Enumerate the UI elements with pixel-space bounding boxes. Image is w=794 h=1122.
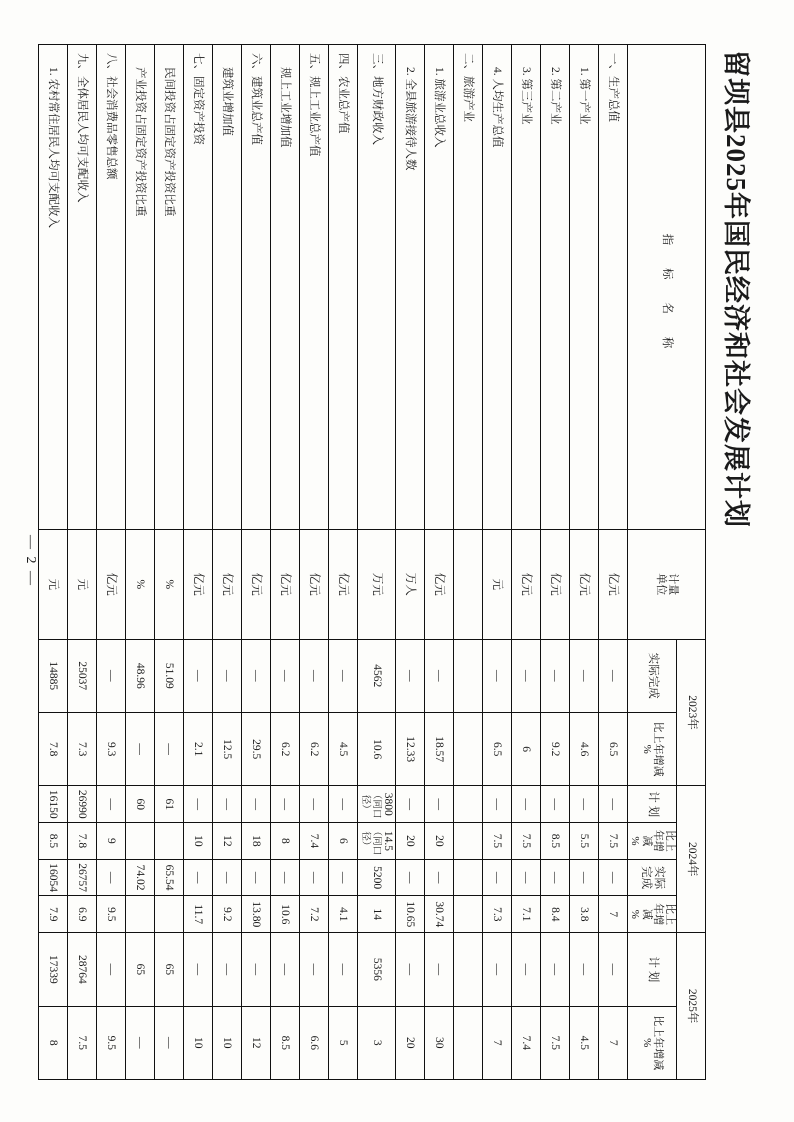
cell-2023-change: [453, 712, 482, 785]
cell-unit: 万元: [357, 529, 395, 639]
cell-indicator-name: 1. 第一产业: [569, 45, 598, 530]
cell-2024-actual: —: [511, 859, 540, 896]
cell-2023-change: 4.5: [328, 712, 357, 785]
cell-2024-change: 7.5: [598, 823, 627, 860]
cell-2023-change: 29.5: [241, 712, 270, 785]
cell-2024-plan: —: [511, 786, 540, 823]
cell-2024-actual-change: 8.4: [540, 896, 569, 933]
cell-unit: %: [154, 529, 183, 639]
cell-2024-plan: —: [569, 786, 598, 823]
table-row: [357, 45, 395, 1080]
cell-2024-plan: —: [598, 786, 627, 823]
table-row: [482, 45, 511, 1080]
cell-unit: 亿元: [511, 529, 540, 639]
cell-2024-plan: —: [96, 786, 125, 823]
cell-indicator-name: 3. 第三产业: [511, 45, 540, 530]
cell-2024-actual: 26757: [67, 859, 96, 896]
cell-unit: %: [125, 529, 154, 639]
cell-indicator-name: 4. 人均生产总值: [482, 45, 511, 530]
table-row: [67, 45, 96, 1080]
plan-table: [38, 44, 706, 1080]
cell-2024-change: 10: [183, 823, 212, 860]
cell-2025-change: 10: [212, 1006, 241, 1079]
cell-2023-actual: 25037: [67, 639, 96, 712]
cell-2024-plan: —: [424, 786, 453, 823]
header-2025-plan: 计 划: [627, 933, 676, 1006]
cell-indicator-name: 产业投资占固定资产投资比重: [125, 45, 154, 530]
table-row: [212, 45, 241, 1080]
cell-2023-change: 9.3: [96, 712, 125, 785]
header-2024-plan: 计 划: [627, 786, 676, 823]
cell-2024-change: [125, 823, 154, 860]
cell-2024-actual: 16054: [38, 859, 67, 896]
cell-2023-change: —: [154, 712, 183, 785]
cell-2025-change: 7: [482, 1006, 511, 1079]
cell-2025-change: 30: [424, 1006, 453, 1079]
cell-2025-plan: —: [395, 933, 424, 1006]
cell-2024-change: 6: [328, 823, 357, 860]
page-number: — 2 —: [23, 535, 38, 587]
header-2023-actual: 实际完成: [627, 639, 676, 712]
cell-indicator-name: 九、全体居民人均可支配收入: [67, 45, 96, 530]
cell-2023-change: 6.5: [482, 712, 511, 785]
cell-2023-change: 18.57: [424, 712, 453, 785]
cell-2024-actual-change: 7.3: [482, 896, 511, 933]
cell-2024-change: 8.5: [38, 823, 67, 860]
cell-2023-actual: —: [299, 639, 328, 712]
cell-2024-actual-change: 6.9: [67, 896, 96, 933]
cell-2025-plan: —: [540, 933, 569, 1006]
cell-2024-actual-change: [154, 896, 183, 933]
cell-2025-change: 5: [328, 1006, 357, 1079]
cell-2025-change: [453, 1006, 482, 1079]
cell-2024-plan: 60: [125, 786, 154, 823]
table-row: [241, 45, 270, 1080]
cell-unit: 亿元: [96, 529, 125, 639]
cell-2024-plan: —: [540, 786, 569, 823]
cell-2025-change: 7.5: [67, 1006, 96, 1079]
cell-2023-actual: —: [241, 639, 270, 712]
cell-2023-change: 6: [511, 712, 540, 785]
cell-2025-change: 20: [395, 1006, 424, 1079]
cell-2024-plan: —: [212, 786, 241, 823]
cell-2025-change: 12: [241, 1006, 270, 1079]
table-row: [569, 45, 598, 1080]
cell-indicator-name: 三、地方财政收入: [357, 45, 395, 530]
table-row: [270, 45, 299, 1080]
cell-indicator-name: 建筑业增加值: [212, 45, 241, 530]
cell-2025-plan: —: [511, 933, 540, 1006]
cell-2025-change: 3: [357, 1006, 395, 1079]
cell-2023-change: 2.1: [183, 712, 212, 785]
cell-2024-change: 14.5 （同口径）: [357, 823, 395, 860]
header-2025-change: 比上年增减 %: [627, 1006, 676, 1079]
cell-2024-actual: —: [569, 859, 598, 896]
cell-2024-actual: —: [482, 859, 511, 896]
cell-unit: 万人: [395, 529, 424, 639]
cell-2024-change: 5.5: [569, 823, 598, 860]
cell-2023-actual: —: [482, 639, 511, 712]
cell-2023-actual: 51.09: [154, 639, 183, 712]
cell-2024-actual: 5200: [357, 859, 395, 896]
table-row: [299, 45, 328, 1080]
cell-unit: 元: [38, 529, 67, 639]
cell-2025-plan: 65: [125, 933, 154, 1006]
cell-2025-change: 7.5: [540, 1006, 569, 1079]
cell-2025-change: 6.6: [299, 1006, 328, 1079]
cell-2024-actual-change: 7: [598, 896, 627, 933]
table-row: [395, 45, 424, 1080]
cell-2024-actual-change: 7.2: [299, 896, 328, 933]
cell-2023-actual: 14885: [38, 639, 67, 712]
header-group-2023: 2023年: [677, 639, 706, 786]
header-unit: 计量 单位: [627, 529, 705, 639]
cell-2024-actual: —: [598, 859, 627, 896]
cell-2024-plan: —: [270, 786, 299, 823]
cell-2023-actual: [453, 639, 482, 712]
table-row: [96, 45, 125, 1080]
cell-2024-actual-change: 30.74: [424, 896, 453, 933]
cell-indicator-name: 五、规上工业总产值: [299, 45, 328, 530]
cell-2023-actual: —: [328, 639, 357, 712]
plan-table-container: [38, 44, 706, 1080]
cell-2024-actual: —: [328, 859, 357, 896]
cell-2024-actual-change: 14: [357, 896, 395, 933]
table-head: [627, 45, 705, 1080]
cell-2025-plan: —: [424, 933, 453, 1006]
cell-2025-plan: 28764: [67, 933, 96, 1006]
cell-2025-change: 4.5: [569, 1006, 598, 1079]
cell-2024-actual-change: 11.7: [183, 896, 212, 933]
cell-indicator-name: 2. 第二产业: [540, 45, 569, 530]
cell-2024-change: 12: [212, 823, 241, 860]
cell-2025-change: —: [125, 1006, 154, 1079]
cell-2023-change: 12.33: [395, 712, 424, 785]
cell-2024-actual-change: [125, 896, 154, 933]
cell-unit: 亿元: [569, 529, 598, 639]
cell-unit: 亿元: [540, 529, 569, 639]
cell-2023-actual: —: [424, 639, 453, 712]
cell-unit: 亿元: [183, 529, 212, 639]
cell-indicator-name: 四、农业总产值: [328, 45, 357, 530]
cell-2023-actual: —: [511, 639, 540, 712]
cell-2023-actual: —: [540, 639, 569, 712]
cell-2024-change: 7.4: [299, 823, 328, 860]
table-row: [511, 45, 540, 1080]
cell-2025-plan: —: [212, 933, 241, 1006]
cell-2025-plan: —: [299, 933, 328, 1006]
cell-2023-actual: —: [598, 639, 627, 712]
cell-2024-change: 9: [96, 823, 125, 860]
cell-2025-plan: —: [270, 933, 299, 1006]
cell-2024-actual: —: [212, 859, 241, 896]
cell-unit: 亿元: [212, 529, 241, 639]
cell-2025-plan: —: [328, 933, 357, 1006]
cell-2023-change: 7.3: [67, 712, 96, 785]
cell-2025-change: 9.5: [96, 1006, 125, 1079]
table-header-row-1: [677, 45, 706, 1080]
header-2024-actual-change: 比上年增减 %: [627, 896, 676, 933]
cell-indicator-name: 八、社会消费品零售总额: [96, 45, 125, 530]
header-2024-actual: 实际完成: [627, 859, 676, 896]
cell-2024-plan: —: [183, 786, 212, 823]
cell-indicator-name: 七、固定资产投资: [183, 45, 212, 530]
cell-2025-change: 7.4: [511, 1006, 540, 1079]
cell-2024-change: 20: [424, 823, 453, 860]
cell-indicator-name: 六、建筑业总产值: [241, 45, 270, 530]
header-group-2024: 2024年: [677, 786, 706, 933]
cell-unit: 亿元: [328, 529, 357, 639]
cell-2024-change: 7.5: [511, 823, 540, 860]
cell-2024-actual: —: [540, 859, 569, 896]
cell-2025-plan: —: [482, 933, 511, 1006]
cell-2024-plan: 61: [154, 786, 183, 823]
cell-indicator-name: 1. 农村常住居民人均可支配收入: [38, 45, 67, 530]
page-title: 留坝县2025年国民经济和社会发展计划: [721, 50, 751, 528]
header-indicator-name: 指 标 名 称: [627, 45, 705, 530]
cell-2024-actual: [453, 859, 482, 896]
cell-unit: 亿元: [424, 529, 453, 639]
table-row: [540, 45, 569, 1080]
cell-unit: 亿元: [299, 529, 328, 639]
header-2024-change: 比上年增减 %: [627, 823, 676, 860]
cell-2025-change: 10: [183, 1006, 212, 1079]
cell-2023-change: 7.8: [38, 712, 67, 785]
cell-indicator-name: 民间投资占固定资产投资比重: [154, 45, 183, 530]
cell-2025-change: 7: [598, 1006, 627, 1079]
table-row: [38, 45, 67, 1080]
cell-2025-change: 8.5: [270, 1006, 299, 1079]
cell-2023-actual: —: [212, 639, 241, 712]
cell-2024-change: 8: [270, 823, 299, 860]
cell-2024-actual: —: [424, 859, 453, 896]
cell-2024-actual-change: 3.8: [569, 896, 598, 933]
cell-2023-change: 6.2: [270, 712, 299, 785]
cell-2023-change: 6.2: [299, 712, 328, 785]
cell-2024-actual: —: [395, 859, 424, 896]
cell-2024-change: 20: [395, 823, 424, 860]
cell-2024-change: 7.8: [67, 823, 96, 860]
header-2023-change: 比上年增减 %: [627, 712, 676, 785]
cell-indicator-name: 2. 全县旅游接待人数: [395, 45, 424, 530]
cell-indicator-name: 规上工业增加值: [270, 45, 299, 530]
cell-2025-plan: —: [598, 933, 627, 1006]
cell-unit: 元: [482, 529, 511, 639]
cell-2025-plan: [453, 933, 482, 1006]
cell-2023-change: 10.6: [357, 712, 395, 785]
table-row: [125, 45, 154, 1080]
cell-2024-actual-change: 13.80: [241, 896, 270, 933]
cell-2024-actual-change: [453, 896, 482, 933]
table-row: [598, 45, 627, 1080]
cell-2024-plan: 26990: [67, 786, 96, 823]
table-row: [453, 45, 482, 1080]
cell-2024-actual-change: 7.1: [511, 896, 540, 933]
cell-2024-change: [154, 823, 183, 860]
cell-2023-actual: —: [569, 639, 598, 712]
cell-2023-actual: —: [96, 639, 125, 712]
cell-2024-actual-change: 4.1: [328, 896, 357, 933]
cell-2024-plan: [453, 786, 482, 823]
cell-2023-change: —: [125, 712, 154, 785]
cell-2024-actual: —: [96, 859, 125, 896]
cell-2024-actual: —: [299, 859, 328, 896]
table-row: [328, 45, 357, 1080]
cell-2025-plan: —: [241, 933, 270, 1006]
cell-2023-change: 9.2: [540, 712, 569, 785]
cell-2024-actual: 65.54: [154, 859, 183, 896]
cell-2024-actual: —: [183, 859, 212, 896]
cell-2025-plan: —: [183, 933, 212, 1006]
cell-unit: 亿元: [241, 529, 270, 639]
cell-2024-actual-change: 9.2: [212, 896, 241, 933]
table-row: [183, 45, 212, 1080]
cell-unit: [453, 529, 482, 639]
cell-2024-change: 7.5: [482, 823, 511, 860]
table-row: [424, 45, 453, 1080]
cell-2024-change: [453, 823, 482, 860]
cell-2023-actual: —: [270, 639, 299, 712]
cell-2024-plan: 16150: [38, 786, 67, 823]
cell-2024-actual-change: 10.65: [395, 896, 424, 933]
cell-2023-change: 12.5: [212, 712, 241, 785]
cell-2025-change: —: [154, 1006, 183, 1079]
header-group-2025: 2025年: [677, 933, 706, 1080]
cell-2025-plan: 17339: [38, 933, 67, 1006]
cell-2025-plan: 5356: [357, 933, 395, 1006]
cell-2024-actual: —: [270, 859, 299, 896]
cell-unit: 亿元: [270, 529, 299, 639]
cell-2024-actual-change: 10.6: [270, 896, 299, 933]
cell-2025-change: 8: [38, 1006, 67, 1079]
cell-2023-actual: —: [183, 639, 212, 712]
cell-2024-plan: —: [299, 786, 328, 823]
cell-2024-change: 8.5: [540, 823, 569, 860]
cell-2024-change: 18: [241, 823, 270, 860]
cell-2024-plan: —: [395, 786, 424, 823]
cell-indicator-name: 二、旅游产业: [453, 45, 482, 530]
cell-2023-change: 4.6: [569, 712, 598, 785]
cell-2023-change: 6.5: [598, 712, 627, 785]
cell-indicator-name: 1. 旅游业总收入: [424, 45, 453, 530]
cell-unit: 亿元: [598, 529, 627, 639]
cell-2023-actual: —: [395, 639, 424, 712]
cell-indicator-name: 一、生产总值: [598, 45, 627, 530]
cell-2024-plan: 3800 （同口径）: [357, 786, 395, 823]
cell-2024-plan: —: [482, 786, 511, 823]
cell-2024-plan: —: [241, 786, 270, 823]
cell-unit: 元: [67, 529, 96, 639]
cell-2024-actual: 74.02: [125, 859, 154, 896]
cell-2025-plan: —: [569, 933, 598, 1006]
table-body: [38, 45, 627, 1080]
cell-2025-plan: 65: [154, 933, 183, 1006]
table-row: [154, 45, 183, 1080]
cell-2023-actual: 48.96: [125, 639, 154, 712]
cell-2023-actual: 4562: [357, 639, 395, 712]
cell-2024-actual-change: 9.5: [96, 896, 125, 933]
cell-2024-plan: —: [328, 786, 357, 823]
cell-2024-actual: —: [241, 859, 270, 896]
cell-2025-plan: —: [96, 933, 125, 1006]
cell-2024-actual-change: 7.9: [38, 896, 67, 933]
